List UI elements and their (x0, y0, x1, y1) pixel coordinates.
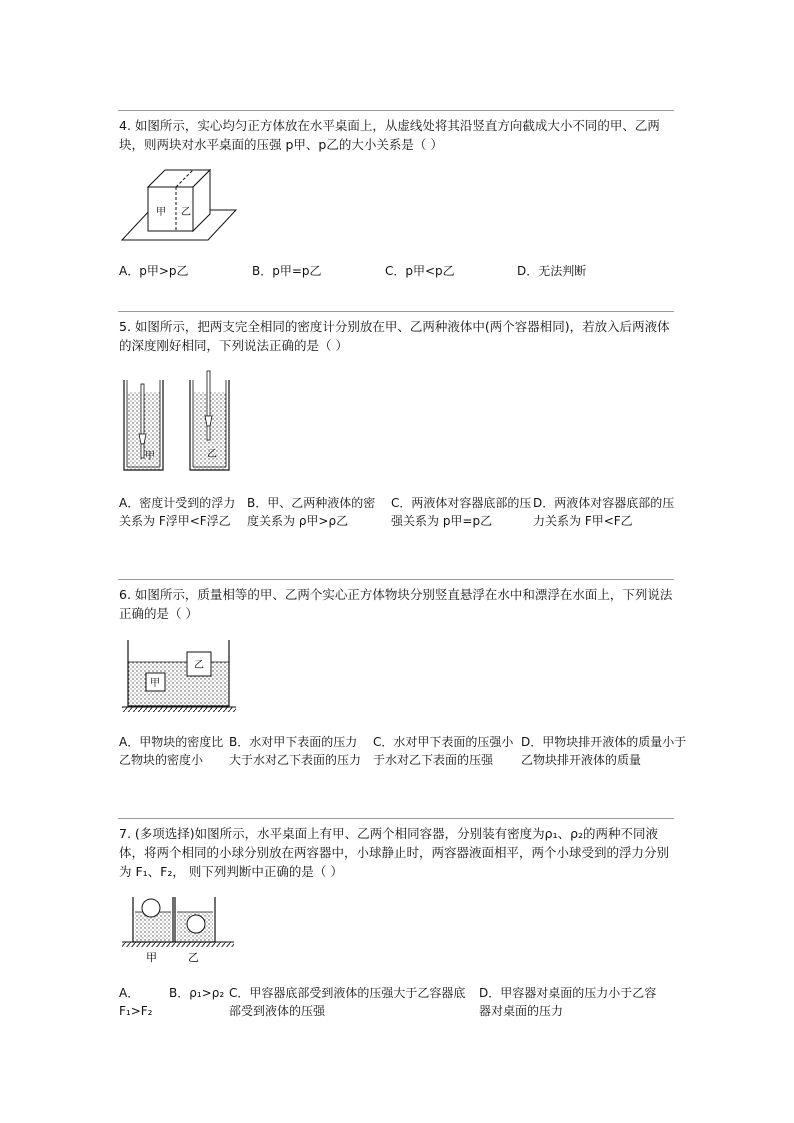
q6-option-d[interactable]: D．甲物块排开液体的质量小于乙物块排开液体的质量 (521, 735, 687, 767)
q5-hydrometer-figure (120, 370, 240, 472)
q7-label-jia: 甲 (146, 951, 157, 964)
q7-options (119, 984, 689, 1024)
q4-option-b[interactable]: B．p甲=p乙 (252, 264, 322, 278)
q5-label-yi: 乙 (207, 449, 217, 460)
q7-containers-figure (120, 895, 236, 967)
q5-option-b[interactable]: B．甲、乙两种液体的密度关系为 ρ甲>ρ乙 (247, 496, 376, 528)
q6-blocks-figure (120, 638, 238, 714)
q6-option-a[interactable]: A．甲物块的密度比乙物块的密度小 (119, 735, 224, 767)
divider (118, 818, 674, 819)
q7-option-c[interactable]: C．甲容器底部受到液体的压强大于乙容器底部受到液体的压强 (229, 986, 466, 1018)
divider (118, 579, 674, 580)
q4-options (119, 262, 675, 282)
q4-option-c[interactable]: C．p甲<p乙 (385, 264, 455, 278)
q6-options (119, 733, 689, 793)
question-4 (119, 116, 675, 154)
q5-options (119, 494, 679, 554)
question-7 (119, 824, 675, 881)
q5-label-jia: 甲 (145, 451, 155, 462)
question-4-text: 4. 如图所示，实心均匀正方体放在水平桌面上，从虚线处将其沿竖直方向截成大小不同的甲、乙两块，则两块对水平桌面的压强 p甲、p乙的大小关系是（ ） (119, 118, 660, 152)
divider (118, 311, 674, 312)
q4-cube-figure (120, 168, 240, 242)
divider (118, 110, 674, 111)
q6-label-jia: 甲 (150, 678, 160, 689)
q6-option-c[interactable]: C．水对甲下表面的压强小于水对乙下表面的压强 (373, 735, 514, 767)
q4-option-a[interactable]: A．p甲>p乙 (119, 264, 189, 278)
q4-label-jia: 甲 (156, 207, 166, 218)
question-5 (119, 317, 675, 355)
question-5-text: 5. 如图所示，把两支完全相同的密度计分别放在甲、乙两种液体中(两个容器相同)，若放入后两液体的深度刚好相同，下列说法正确的是（ ） (119, 319, 670, 353)
q7-label-yi: 乙 (188, 951, 199, 964)
q5-option-a[interactable]: A．密度计受到的浮力关系为 F浮甲<F浮乙 (119, 496, 236, 528)
q5-option-c[interactable]: C．两液体对容器底部的压强关系为 p甲=p乙 (391, 496, 532, 528)
q4-label-yi: 乙 (181, 207, 191, 218)
q6-option-b[interactable]: B．水对甲下表面的压力大于水对乙下表面的压力 (229, 735, 362, 767)
q6-label-yi: 乙 (194, 660, 204, 671)
q5-option-d[interactable]: D．两液体对容器底部的压力关系为 F甲<F乙 (533, 496, 675, 528)
q7-option-a[interactable]: A．F₁>F₂ (119, 986, 153, 1018)
q7-option-b[interactable]: B．ρ₁>ρ₂ (169, 986, 225, 1000)
q7-option-d[interactable]: D．甲容器对桌面的压力小于乙容器对桌面的压力 (479, 986, 657, 1018)
q4-option-d[interactable]: D．无法判断 (517, 264, 587, 278)
question-7-text: 7. (多项选择)如图所示，水平桌面上有甲、乙两个相同容器，分别装有密度为ρ₁、ρ₂的两种不同液体，将两个相同的小球分别放在两容器中，小球静止时，两容器液面相平，两个小球受到的浮力分别为 F₁、F₂， 则下列判断中正确的是（ ） (119, 826, 670, 879)
question-6 (119, 585, 675, 623)
question-6-text: 6. 如图所示，质量相等的甲、乙两个实心正方体物块分别竖直悬浮在水中和漂浮在水面上，下列说法正确的是（ ） (119, 587, 673, 621)
